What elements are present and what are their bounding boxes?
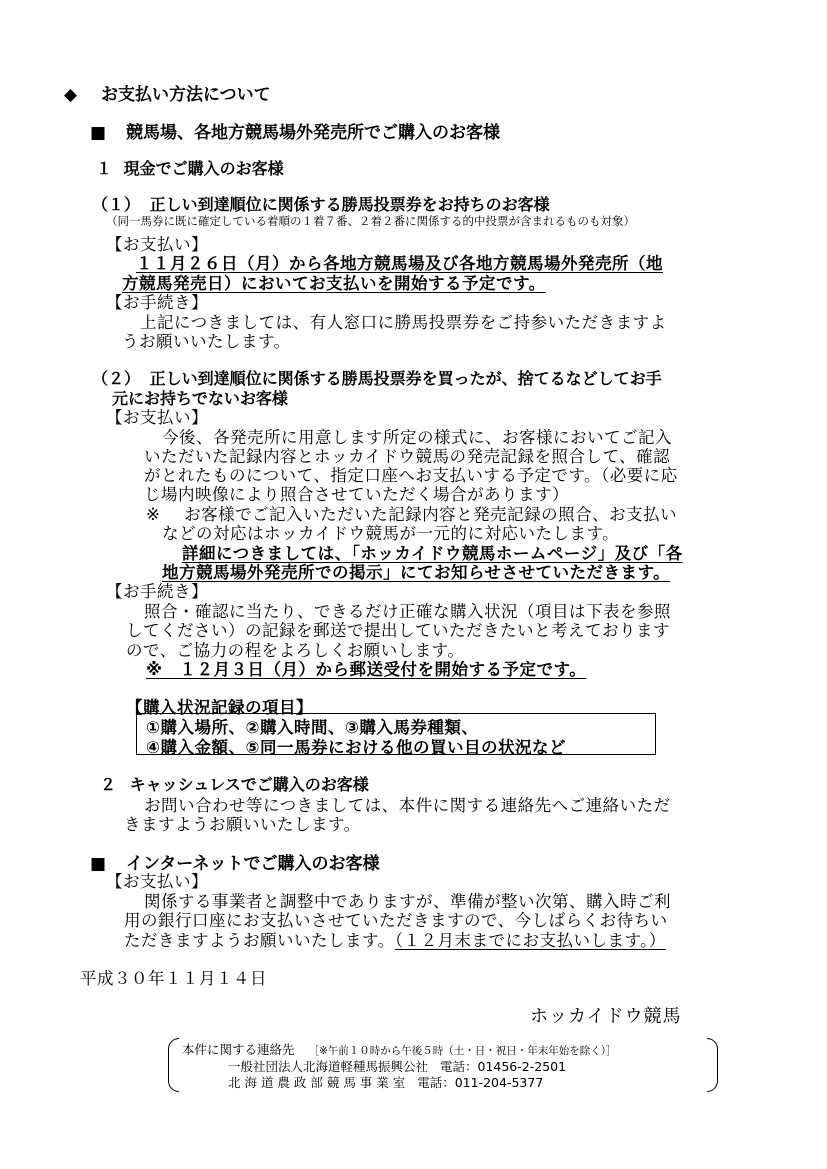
contact-line2: 北 海 道 農 政 部 競 馬 事 業 室 電話：011-204-5377 — [228, 1075, 544, 1090]
case1-pay-line2: 方競馬発売日）においてお支払いを開始する予定です。 — [122, 274, 546, 293]
section-b-pay-label: 【お支払い】 — [106, 872, 208, 891]
section-b-line2: 用の銀行口座にお支払いさせていただきますので、今しばらくお待ちい — [124, 911, 668, 930]
case1-title: （１） 正しい到達順位に関係する勝馬投票券をお持ちのお客様 — [92, 195, 550, 214]
section-b-line3: ただきますようお願いいたします。（１２月末までにお支払いします。） — [124, 931, 666, 950]
case2-pay-line2: いただいた記録内容とホッカイドウ競馬の発売記録を照合して、確認 — [144, 447, 671, 466]
sub1-title: １ 現金でご購入のお客様 — [96, 159, 284, 178]
contact-block — [168, 1038, 718, 1090]
case2-pay-label: 【お支払い】 — [106, 408, 208, 427]
case1-proc-line2: うお願いいたします。 — [122, 332, 291, 351]
contact-line1: 一般社団法人北海道軽種馬振興公社 電話：01456-2-2501 — [228, 1059, 567, 1074]
case2-detail-line2: 地方競馬場外発売所での掲示」にてお知らせさせていただきます。 — [162, 563, 671, 582]
left-bracket — [168, 1038, 179, 1092]
section-a-title: ■ 競馬場、各地方競馬場外発売所でご購入のお客様 — [90, 123, 500, 143]
square-icon: ■ — [90, 854, 107, 874]
case2-title-line2: 元にお持ちでないお客様 — [112, 389, 288, 408]
record-items-title: 【購入状況記録の項目】 — [126, 698, 313, 717]
main-heading: ◆ お支払い方法について — [64, 85, 271, 105]
record-items-line1: ①購入場所、②購入時間、③購入馬券種類、 — [146, 718, 479, 737]
case2-proc-line3: ので、ご協力の程をよろしくお願いします。 — [126, 641, 465, 660]
organization-name: ホッカイドウ競馬 — [530, 1006, 682, 1027]
sub2-line2: きますようお願いいたします。 — [124, 815, 361, 834]
record-items-line2: ④購入金額、⑤同一馬券における他の買い目の状況など — [146, 738, 566, 757]
case2-pay-line1: 今後、各発売所に用意します所定の様式に、お客様においてご記入 — [162, 428, 672, 447]
contact-header: 本件に関する連絡先 ［※午前１０時から午後５時（土・日・祝日・年末年始を除く）］ — [182, 1042, 617, 1057]
case1-pay-label: 【お支払い】 — [106, 235, 208, 254]
case1-note: （同一馬券に既に確定している着順の１着７番、２着２番に関係する的中投票が含まれるものも対象） — [106, 214, 635, 228]
section-b-title: ■ インターネットでご購入のお客様 — [90, 854, 380, 874]
case2-note-line1: ※ お客様でご記入いただいた記録内容と発売記録の照合、お支払い — [146, 505, 678, 524]
right-bracket — [707, 1038, 718, 1092]
case1-proc-line1: 上記につきましては、有人窓口に勝馬投票券をご持参いただきますよ — [140, 313, 667, 332]
case1-proc-label: 【お手続き】 — [106, 293, 208, 312]
diamond-icon: ◆ — [64, 85, 78, 105]
sub2-title: ２ キャッシュレスでご購入のお客様 — [100, 775, 369, 794]
case1-pay-line1: １１月２６日（月）から各地方競馬場及び各地方競馬場外発売所（地 — [136, 254, 663, 273]
case2-proc-note: ※ １２月３日（月）から郵送受付を開始する予定です。 — [146, 660, 587, 679]
case2-note-line2: などの対応はホッカイドウ競馬が一元的に対応いたします。 — [162, 524, 620, 543]
square-icon: ■ — [90, 123, 107, 143]
case2-title-line1: （２） 正しい到達順位に関係する勝馬投票券を買ったが、捨てるなどしてお手 — [92, 369, 662, 388]
case2-proc-label: 【お手続き】 — [106, 582, 208, 601]
case2-proc-line1: 照合・確認に当たり、できるだけ正確な購入状況（項目は下表を参照 — [144, 602, 671, 621]
section-b-line1: 関係する事業者と調整中でありますが、準備が整い次第、購入時ご利 — [144, 892, 671, 911]
case2-proc-line2: してください）の記録を郵送で提出していただきたいと考えております — [126, 621, 670, 640]
case2-detail-line1: 詳細につきましては、「ホッカイドウ競馬ホームページ」及び「各 — [182, 544, 683, 563]
document-date: 平成３０年１１月１４日 — [80, 969, 267, 988]
case2-pay-line4: じ場内映像により照合させていただく場合があります） — [144, 485, 569, 504]
sub2-line1: お問い合わせ等につきましては、本件に関する連絡先へご連絡いただ — [144, 796, 671, 815]
case2-pay-line3: がとれたものについて、指定口座へお支払いする予定です。（必要に応 — [144, 466, 678, 485]
